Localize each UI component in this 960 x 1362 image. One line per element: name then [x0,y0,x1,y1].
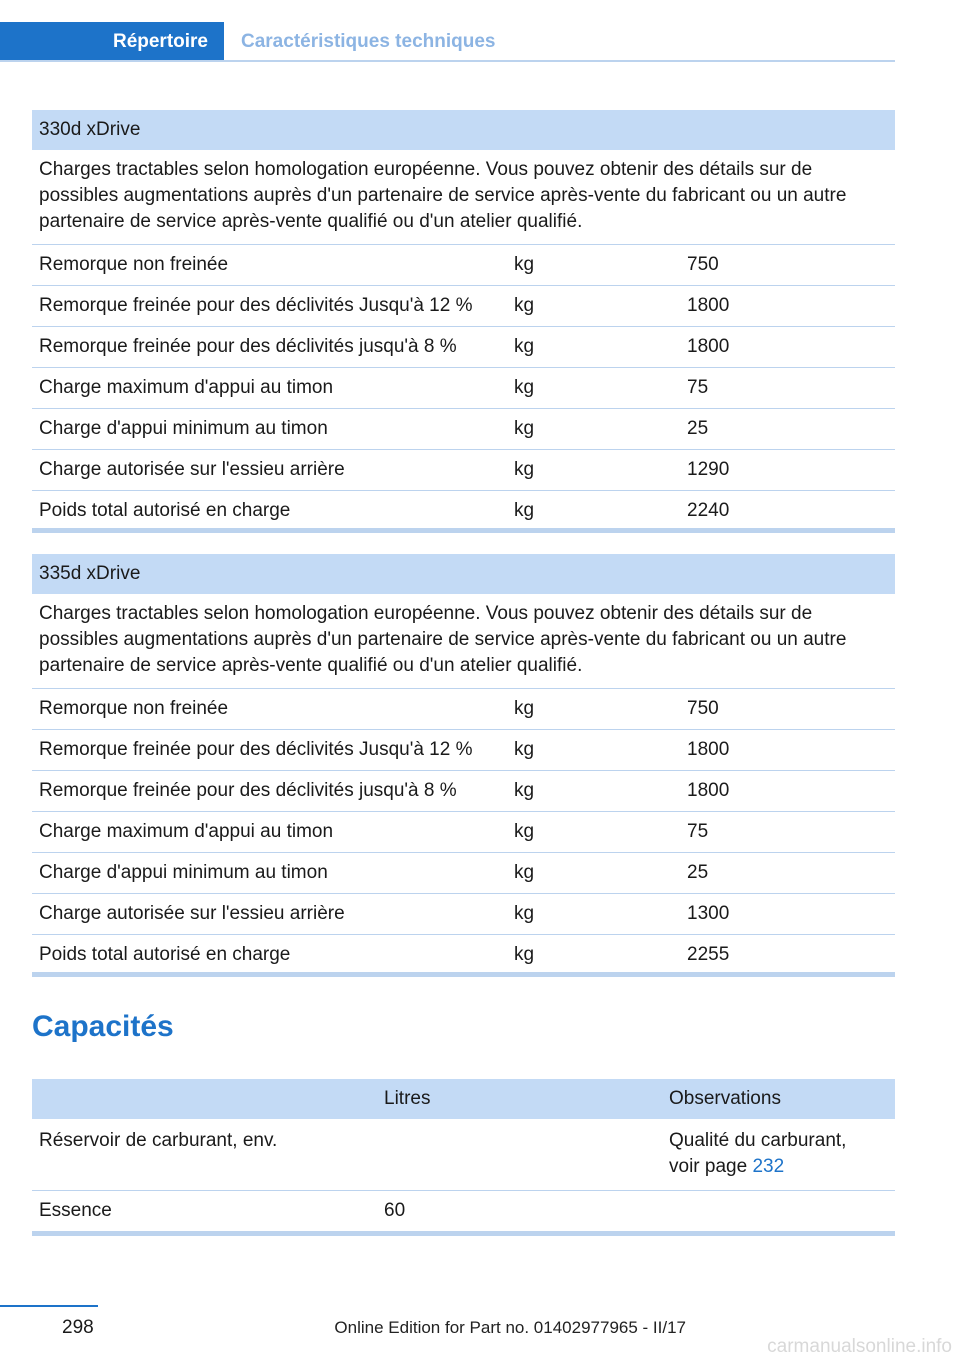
row-unit: kg [514,944,535,965]
table-rows [32,245,895,533]
row-unit: kg [514,500,535,521]
observation-line: Qualité du carburant, [669,1130,847,1151]
row-value: 1800 [687,336,730,357]
row-litres: 60 [384,1200,406,1221]
row-label: Charge maximum d'appui au timon [39,377,334,398]
table-row [32,689,895,730]
row-label: Remorque freinée pour des déclivités Jusqu'à 12 % [39,295,473,316]
table-row [32,1119,895,1191]
row-unit: kg [514,459,535,480]
row-label: Remorque non freinée [39,698,229,719]
table-row [32,245,895,286]
row-value: 2255 [687,944,730,965]
page-link[interactable]: 232 [752,1156,785,1177]
row-label: Remorque freinée pour des déclivités jusqu'à 8 % [39,780,457,801]
capacites-table [32,1079,895,1236]
table-row [32,368,895,409]
table-row [32,894,895,935]
table-row [32,409,895,450]
watermark: carmanualsonline.info [767,1336,952,1357]
observation-prefix: voir page [669,1156,753,1177]
header-col-label [32,1079,384,1119]
row-unit: kg [514,780,535,801]
table-row [32,935,895,977]
row-label: Remorque freinée pour des déclivités jusqu'à 8 % [39,336,457,357]
table-description: Charges tractables selon homologation européenne. Vous pouvez obtenir des détails sur de possibles augmentations auprès d'un partenaire de service après-vente du fabricant ou un autre partenaire de service après-vente qualifié ou d'un atelier qualifié. [32,150,895,245]
tab-repertoire[interactable]: Répertoire [0,22,224,62]
section-title: Caractéristiques techniques [241,31,496,52]
row-unit: kg [514,336,535,357]
row-label: Charge autorisée sur l'essieu arrière [39,459,345,480]
row-label: Charge maximum d'appui au timon [39,821,334,842]
row-value: 25 [687,862,709,883]
row-value: 2240 [687,500,730,521]
row-value: 1300 [687,903,730,924]
footer-accent-line [0,1305,98,1307]
row-value: 750 [687,698,719,719]
capacites-header-row [32,1079,895,1119]
row-litres [384,1128,669,1180]
spec-table-335d [32,554,895,977]
table-row [32,327,895,368]
row-unit: kg [514,739,535,760]
table-row [32,491,895,533]
table-model-header: 335d xDrive [32,554,895,594]
table-row [32,771,895,812]
spec-table-330d [32,110,895,533]
row-label: Charge autorisée sur l'essieu arrière [39,903,345,924]
row-label: Remorque non freinée [39,254,229,275]
row-value: 1800 [687,295,730,316]
row-value: 1290 [687,459,730,480]
table-model-header: 330d xDrive [32,110,895,150]
table-row [32,853,895,894]
header-divider [0,60,895,62]
row-unit: kg [514,698,535,719]
row-label: Remorque freinée pour des déclivités Jusqu'à 12 % [39,739,473,760]
row-unit: kg [514,903,535,924]
table-row [32,450,895,491]
table-row [32,812,895,853]
table-row [32,1191,895,1236]
row-value: 750 [687,254,719,275]
row-observation [669,1191,895,1231]
table-row [32,286,895,327]
row-unit: kg [514,862,535,883]
edition-note: Online Edition for Part no. 01402977965 - II/17 [334,1318,686,1337]
row-label: Réservoir de carburant, env. [39,1130,278,1151]
table-row [32,730,895,771]
row-unit: kg [514,377,535,398]
row-unit: kg [514,418,535,439]
header-col-litres: Litres [384,1088,431,1109]
row-unit: kg [514,821,535,842]
row-label: Charge d'appui minimum au timon [39,862,328,883]
row-unit: kg [514,295,535,316]
row-label: Charge d'appui minimum au timon [39,418,328,439]
row-value: 1800 [687,780,730,801]
row-unit: kg [514,254,535,275]
header-col-observations: Observations [669,1088,781,1109]
section-heading-capacites: Capacités [32,1010,174,1043]
row-label: Poids total autorisé en charge [39,500,291,521]
observation-reference [669,1154,895,1180]
row-value: 25 [687,418,709,439]
table-description: Charges tractables selon homologation européenne. Vous pouvez obtenir des détails sur de possibles augmentations auprès d'un partenaire de service après-vente du fabricant ou un autre partenaire de service après-vente qualifié ou d'un atelier qualifié. [32,594,895,689]
table-rows [32,689,895,977]
page-number: 298 [62,1317,94,1338]
top-navigation [0,22,895,62]
row-value: 1800 [687,739,730,760]
row-value: 75 [687,821,709,842]
row-label: Poids total autorisé en charge [39,944,291,965]
row-observation [669,1128,895,1180]
row-value: 75 [687,377,709,398]
row-label: Essence [39,1200,112,1221]
